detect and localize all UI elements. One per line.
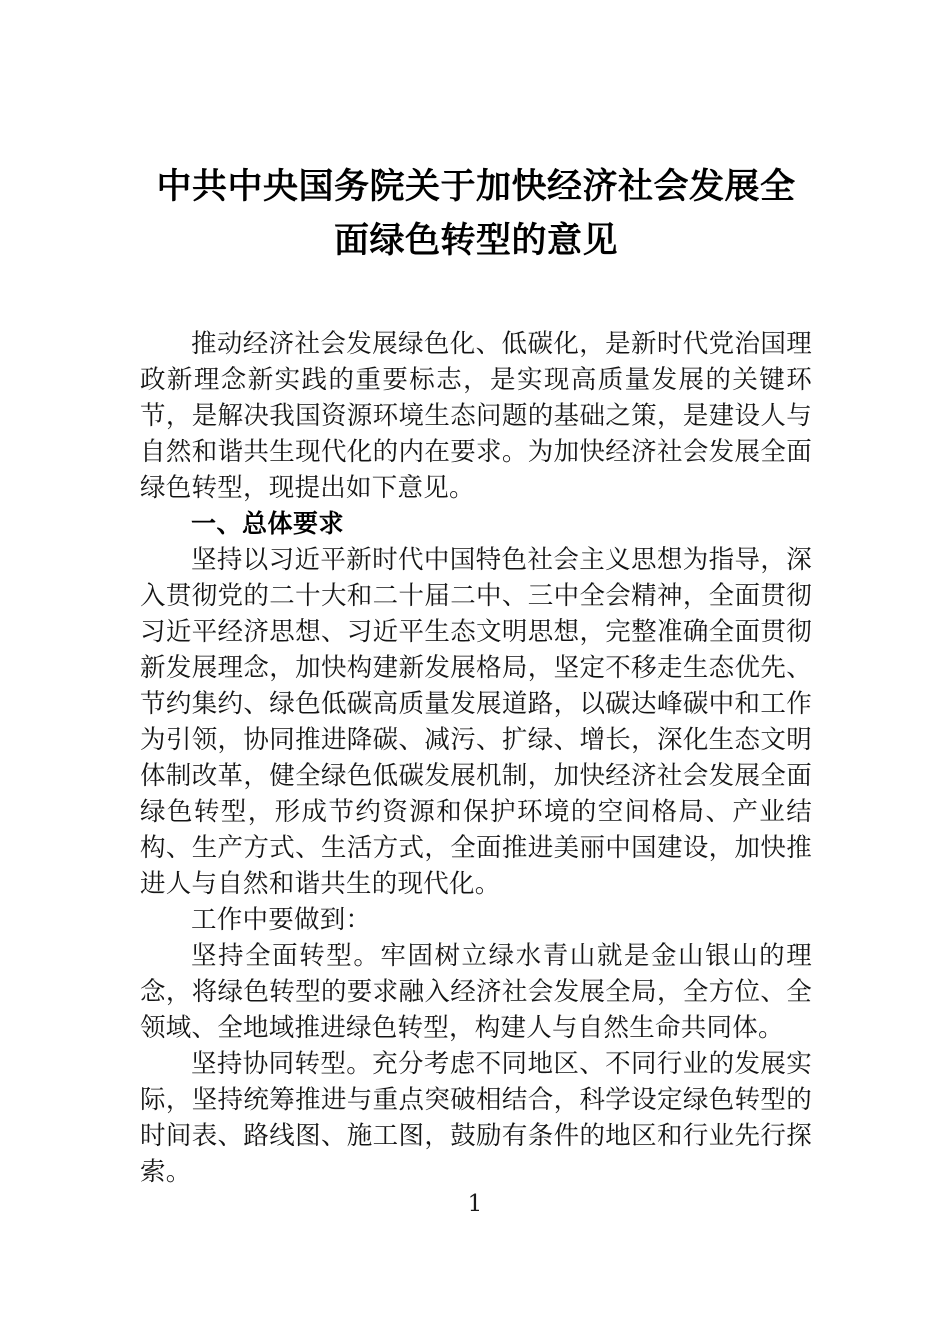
- page-title-line-2: 面绿色转型的意见: [333, 220, 618, 261]
- page-title-line-1: 中共中央国务院关于加快经济社会发展全: [156, 166, 796, 207]
- section-heading-overall-requirements: 一、总体要求: [191, 509, 345, 538]
- paragraph-section-1-body: 坚持以习近平新时代中国特色社会主义思想为指导，深入贯彻党的二十大和二十届二中、三中全会精神，全面贯彻习近平经济思想、习近平生态文明思想，完整准确全面贯彻新发展理念，加快构建新发展格局，坚定不移走生态优先、节约集约、绿色低碳高质量发展道路，以碳达峰碳中和工作为引领，协同推进降碳、减污、扩绿、增长，深化生态文明体制改革，健全绿色低碳发展机制，加快经济社会发展全面绿色转型，形成节约资源和保护环境的空间格局、产业结构、生产方式、生活方式，全面推进美丽中国建设，加快推进人与自然和谐共生的现代化。: [140, 545, 812, 899]
- paragraph-intro: 推动经济社会发展绿色化、低碳化，是新时代党治国理政新理念新实践的重要标志，是实现高质量发展的关键环节，是解决我国资源环境生态问题的基础之策，是建设人与自然和谐共生现代化的内在要求。为加快经济社会发展全面绿色转型，现提出如下意见。: [140, 329, 812, 503]
- paragraph-principle-comprehensive-transition: 坚持全面转型。牢固树立绿水青山就是金山银山的理念，将绿色转型的要求融入经济社会发展全局，全方位、全领域、全地域推进绿色转型，构建人与自然生命共同体。: [140, 941, 812, 1043]
- paragraph-work-lead-in: 工作中要做到：: [191, 905, 372, 935]
- page-title: [140, 160, 812, 268]
- page-number: 1: [467, 1191, 483, 1217]
- paragraph-principle-coordinated-transition: 坚持协同转型。充分考虑不同地区、不同行业的发展实际，坚持统筹推进与重点突破相结合，科学设定绿色转型的时间表、路线图、施工图，鼓励有条件的地区和行业先行探索。: [140, 1049, 812, 1187]
- document-body: [140, 326, 812, 1190]
